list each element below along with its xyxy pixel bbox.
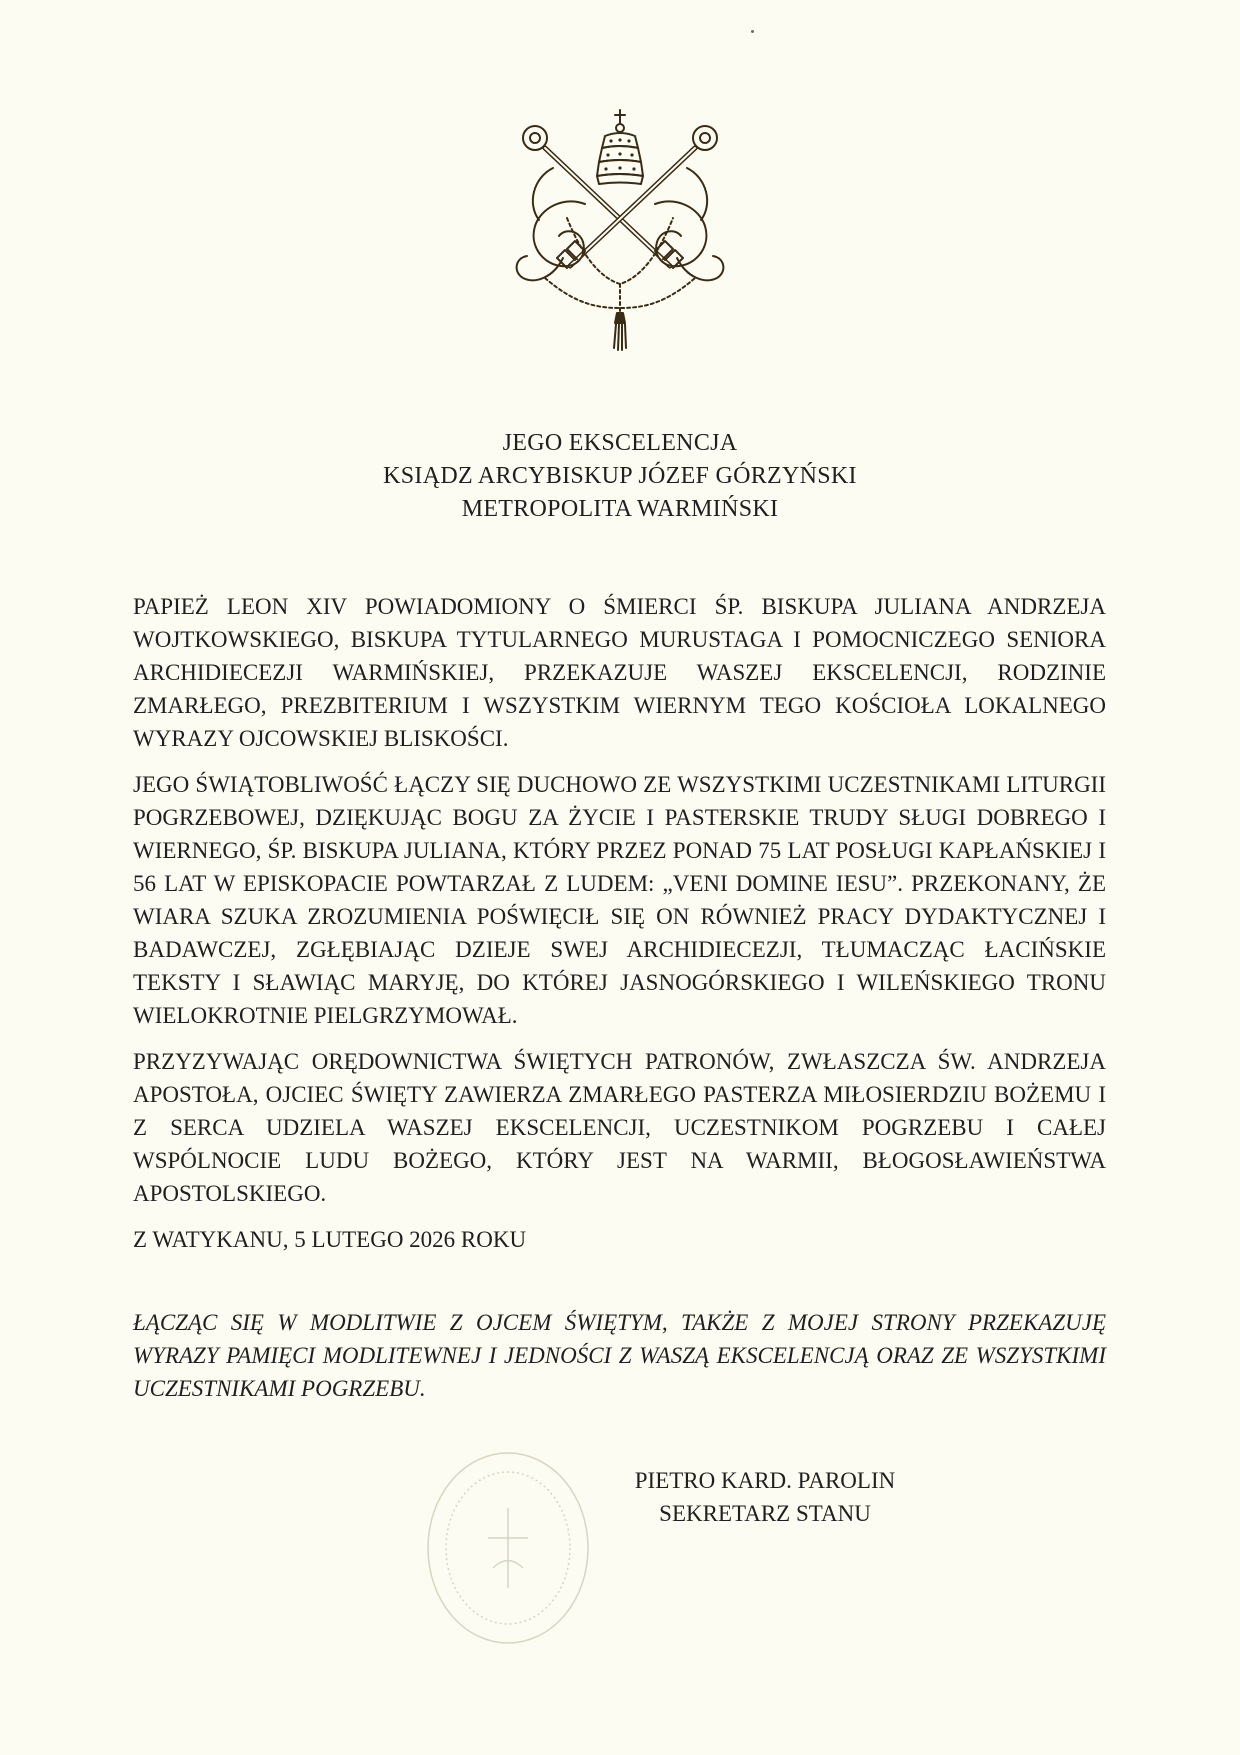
body-paragraph-1: PAPIEŻ LEON XIV POWIADOMIONY O ŚMIERCI ŚP. BISKUPA JULIANA ANDRZEJA WOJTKOWSKIEGO, BISKUPA TYTULARNEGO MURUSTAGA I POMOCNICZEGO SENIORA ARCHIDIECEZJI WARMIŃSKIEJ, PRZEKAZUJE WASZEJ EKSCELENCJI, RODZINIE ZMARŁEGO, PREZBITERIUM I WSZYSTKIM WIERNYM TEGO KOŚCIOŁA LOKALNEGO WYRAZY OJCOWSKIEJ BLISKOŚCI. — [133, 594, 1106, 751]
papal-coat-of-arms-icon — [505, 108, 735, 353]
recipient-block — [0, 427, 1240, 526]
body-paragraph-3: PRZYZYWAJĄC ORĘDOWNICTWA ŚWIĘTYCH PATRONÓW, ZWŁASZCZA ŚW. ANDRZEJA APOSTOŁA, OJCIEC ŚWIĘTY ZAWIERZA ZMARŁEGO PASTERZA MIŁOSIERDZIU BOŻEMU I Z SERCA UDZIELA WASZEJ EKSCELENCJI, UCZESTNIKOM POGRZEBU I CAŁEJ WSPÓLNOCIE LUDU BOŻEGO, KTÓRY JEST NA WARMII, BŁOGOSŁAWIEŃSTWA APOSTOLSKIEGO. — [133, 1049, 1106, 1206]
letter-body — [133, 590, 1106, 1269]
letter-date: Z WATYKANU, 5 LUTEGO 2026 ROKU — [133, 1227, 527, 1252]
signatory-name: PIETRO KARD. PAROLIN — [634, 1468, 896, 1493]
signature-block — [600, 1464, 930, 1530]
recipient-line-2: KSIĄDZ ARCYBISKUP JÓZEF GÓRZYŃSKI — [383, 463, 857, 489]
signatory-title: SEKRETARZ STANU — [659, 1501, 871, 1526]
closing-note: ŁĄCZĄC SIĘ W MODLITWIE Z OJCEM ŚWIĘTYM, TAKŻE Z MOJEJ STRONY PRZEKAZUJĘ WYRAZY PAMIĘCI MODLITEWNEJ I JEDNOŚCI Z WASZĄ EKSCELENCJĄ ORAZ ZE WSZYSTKIMI UCZESTNIKAMI POGRZEBU. — [133, 1310, 1106, 1401]
recipient-line-3: METROPOLITA WARMIŃSKI — [461, 496, 779, 522]
embossed-seal-icon — [423, 1448, 593, 1648]
body-paragraph-2: JEGO ŚWIĄTOBLIWOŚĆ ŁĄCZY SIĘ DUCHOWO ZE WSZYSTKIMI UCZESTNIKAMI LITURGII POGRZEBOWEJ, DZIĘKUJĄC BOGU ZA ŻYCIE I PASTERSKIE TRUDY SŁUGI DOBREGO I WIERNEGO, ŚP. BISKUPA JULIANA, KTÓRY PRZEZ PONAD 75 LAT POSŁUGI KAPŁAŃSKIEJ I 56 LAT W EPISKOPACIE POWTARZAŁ Z LUDEM: „VENI DOMINE IESU”. PRZEKONANY, ŻE WIARA SZUKA ZROZUMIENIA POŚWIĘCIŁ SIĘ ON RÓWNIEŻ PRACY DYDAKTYCZNEJ I BADAWCZEJ, ZGŁĘBIAJĄC DZIEJE SWEJ ARCHIDIECEZJI, TŁUMACZĄC ŁACIŃSKIE TEKSTY I SŁAWIĄC MARYJĘ, DO KTÓREJ JASNOGÓRSKIEGO I WILEŃSKIEGO TRONU WIELOKROTNIE PIELGRZYMOWAŁ. — [133, 772, 1106, 1028]
recipient-line-1: JEGO EKSCELENCJA — [502, 430, 738, 456]
scan-speck — [751, 30, 754, 33]
